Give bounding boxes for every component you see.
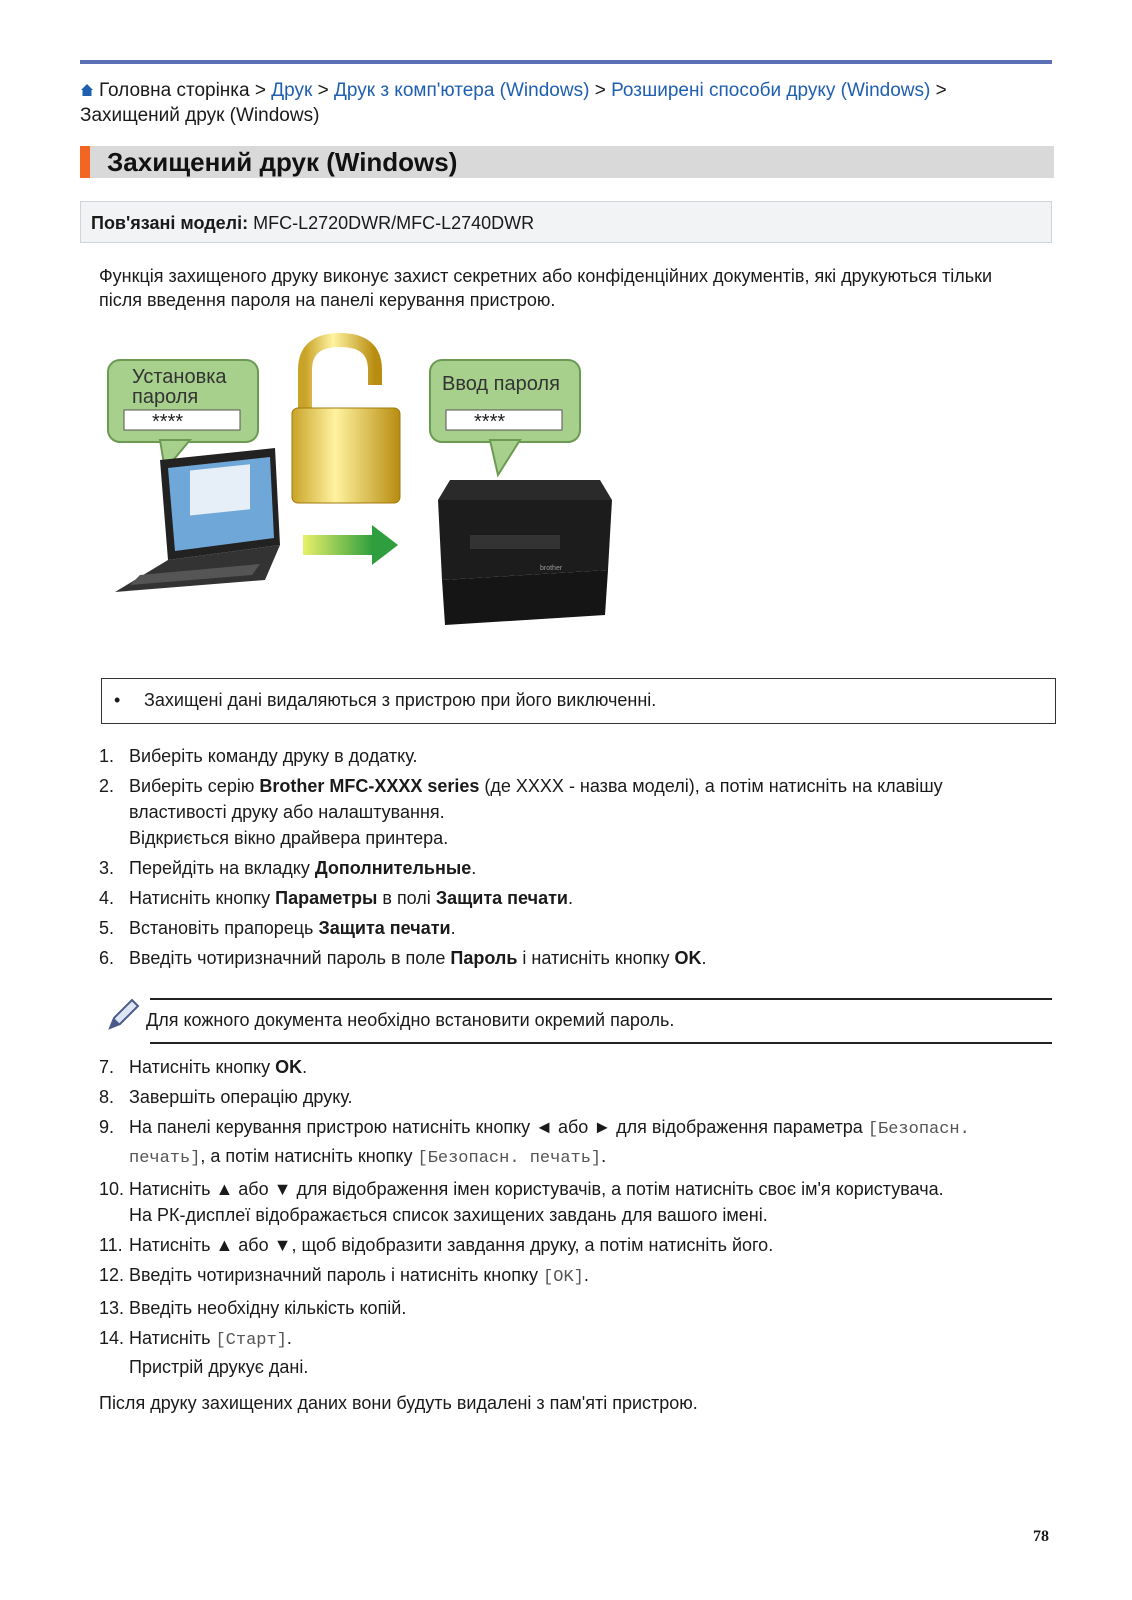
breadcrumb-link-print-from-computer[interactable]: Друк з комп'ютера (Windows) xyxy=(334,80,590,101)
intro-paragraph: Функція захищеного друку виконує захист секретних або конфіденційних документів, які друкуються тільки після введення пароля на панелі керування пристрою. xyxy=(99,266,993,310)
related-models xyxy=(80,201,1052,243)
list-item: 2. Виберіть серію Brother MFC-XXXX series (де XXXX - назва моделі), а потім натисніть на клавішу властивості друку або налаштування. Відкриється вікно драйвера принтера. xyxy=(99,776,943,848)
closing-paragraph: Після друку захищених даних вони будуть видалені з пам'яті пристрою. xyxy=(99,1393,698,1413)
page-title: Захищений друк (Windows) xyxy=(107,147,458,177)
list-item: 3. Перейдіть на вкладку Дополнительные. xyxy=(99,858,477,878)
tip-box xyxy=(100,998,1052,1046)
bubble-left-line1: Установка xyxy=(132,366,227,388)
note-text: Захищені дані видаляються з пристрою при його виключенні. xyxy=(144,690,657,710)
breadcrumb-current: Захищений друк (Windows) xyxy=(80,105,320,126)
title-bar xyxy=(80,146,1054,178)
breadcrumb-separator: > xyxy=(254,80,266,101)
list-item: 13. Введіть необхідну кількість копій. xyxy=(99,1298,407,1318)
list-item: 4. Натисніть кнопку Параметры в полі Защита печати. xyxy=(99,888,573,908)
breadcrumb-separator: > xyxy=(935,80,947,101)
password-mask-right: **** xyxy=(474,411,506,433)
padlock-icon xyxy=(292,340,400,503)
list-item: 7. Натисніть кнопку OK. xyxy=(99,1057,308,1077)
secure-print-illustration xyxy=(100,330,630,650)
bubble-left-line2: пароля xyxy=(132,386,199,408)
steps-list-b xyxy=(99,1054,1039,1384)
list-item: 1. Виберіть команду друку в додатку. xyxy=(99,746,418,766)
breadcrumb-separator: > xyxy=(317,80,329,101)
note-bullet: • xyxy=(114,690,121,710)
right-arrow-icon xyxy=(303,525,398,565)
list-item: 12. Введіть чотиризначний пароль і натисніть кнопку [OK]. xyxy=(99,1265,589,1287)
breadcrumb xyxy=(80,78,1040,128)
home-icon[interactable] xyxy=(80,83,94,97)
printer-image xyxy=(438,480,612,625)
related-models-value: MFC-L2720DWR/MFC-L2740DWR xyxy=(253,213,535,233)
printer-brand: brother xyxy=(540,565,563,572)
list-item: 10. Натисніть ▲ або ▼ для відображення імен користувачів, а потім натисніть своє ім'я користувача. На РК-дисплеї відображається список захищених завдань для вашого імені. xyxy=(99,1179,944,1225)
list-item: 5. Встановіть прапорець Защита печати. xyxy=(99,918,456,938)
top-rule xyxy=(80,60,1052,64)
breadcrumb-home[interactable]: Головна сторінка xyxy=(99,80,250,101)
tip-rule-top xyxy=(150,998,1052,1000)
steps-list-a xyxy=(99,743,1039,975)
tip-text: Для кожного документа необхідно встановити окремий пароль. xyxy=(146,1010,675,1030)
list-item: 6. Введіть чотиризначний пароль в поле Пароль і натисніть кнопку OK. xyxy=(99,948,707,968)
list-item: 11. Натисніть ▲ або ▼, щоб відобразити завдання друку, а потім натисніть його. xyxy=(99,1235,774,1255)
list-item: 9. На панелі керування пристрою натисніть кнопку ◄ або ► для відображення параметра [Безопасн. печать], а потім натисніть кнопку [Безопасн. печать]. xyxy=(99,1117,970,1168)
page-number: 78 xyxy=(1033,1528,1049,1545)
tip-rule-bottom xyxy=(150,1042,1052,1044)
pencil-icon xyxy=(106,998,140,1032)
note-box xyxy=(101,678,1056,724)
password-entry-bubble xyxy=(430,360,580,475)
list-item: 8. Завершіть операцію друку. xyxy=(99,1087,353,1107)
breadcrumb-link-print[interactable]: Друк xyxy=(271,80,313,101)
related-models-label: Пов'язані моделі: xyxy=(91,213,249,233)
breadcrumb-link-advanced-print[interactable]: Розширені способи друку (Windows) xyxy=(611,80,931,101)
breadcrumb-separator: > xyxy=(594,80,606,101)
password-mask-left: **** xyxy=(152,411,184,433)
bubble-right-text: Ввод пароля xyxy=(442,373,560,395)
title-accent xyxy=(80,146,90,178)
laptop-image xyxy=(115,448,280,592)
list-item: 14. Натисніть [Старт]. Пристрій друкує дані. xyxy=(99,1328,309,1377)
